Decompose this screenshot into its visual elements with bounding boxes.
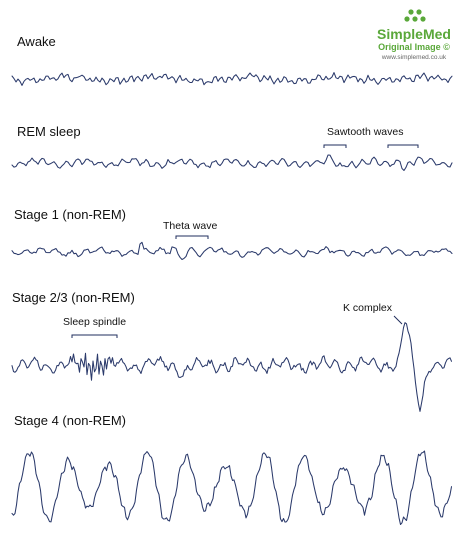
- pointer-kcomplex: [394, 316, 402, 324]
- trace-stage23: [12, 323, 452, 412]
- annotation-theta: Theta wave: [163, 220, 218, 232]
- bracket-sawtooth-2: [388, 145, 418, 148]
- brand-name: SimpleMed: [377, 26, 451, 42]
- stage-label-awake: Awake: [17, 34, 56, 49]
- trace-awake: [12, 73, 452, 86]
- simplemed-logo: [377, 9, 451, 61]
- annotation-spindle: Sleep spindle: [63, 316, 127, 328]
- annotation-kcomplex: K complex: [343, 302, 393, 314]
- brand-tagline: Original Image ©: [378, 42, 450, 52]
- stage-label-stage23: Stage 2/3 (non-REM): [12, 290, 135, 305]
- trace-rem: [12, 155, 452, 171]
- trace-stage4: [12, 451, 452, 525]
- logo-dots-icon: [404, 9, 425, 21]
- bracket-spindle: [72, 335, 117, 338]
- stage-label-stage1: Stage 1 (non-REM): [14, 207, 126, 222]
- stage-label-rem: REM sleep: [17, 124, 81, 139]
- brand-url: www.simplemed.co.uk: [381, 54, 447, 61]
- bracket-theta: [176, 236, 208, 239]
- stage-label-stage4: Stage 4 (non-REM): [14, 413, 126, 428]
- annotation-sawtooth: Sawtooth waves: [327, 126, 404, 138]
- trace-stage1: [12, 242, 452, 259]
- bracket-sawtooth-1: [324, 145, 346, 148]
